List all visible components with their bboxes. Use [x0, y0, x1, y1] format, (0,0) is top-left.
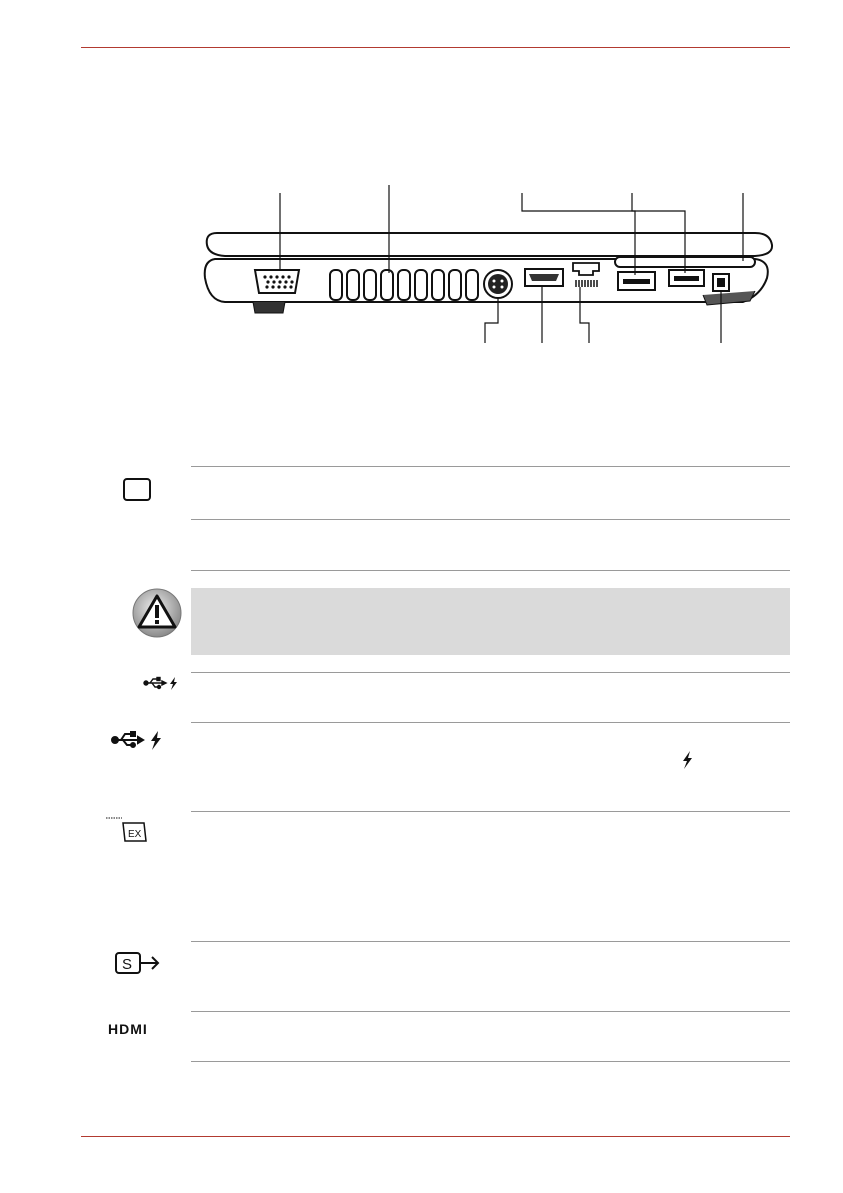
table-rule — [191, 672, 790, 673]
table-rule — [191, 1011, 790, 1012]
expresscard-label: EX — [128, 829, 142, 840]
s-video-port — [484, 270, 512, 298]
lightning-icon — [680, 750, 694, 770]
laptop-left-side-diagram — [195, 183, 780, 348]
table-rule — [191, 1061, 790, 1062]
table-rule — [191, 466, 790, 467]
usb-sleep-charge-icon-small — [142, 675, 182, 691]
s-video-out-icon — [114, 951, 162, 975]
usb-port-2 — [669, 270, 704, 286]
table-rule — [191, 722, 790, 723]
table-rule — [191, 570, 790, 571]
vga-port — [255, 270, 299, 293]
hdmi-label: HDMI — [108, 1021, 148, 1037]
svideo-label: S — [122, 956, 133, 973]
external-monitor-icon — [122, 477, 152, 503]
ilink-port — [713, 274, 729, 291]
table-rule — [191, 941, 790, 942]
header-rule — [81, 47, 790, 48]
footer-rule — [81, 1136, 790, 1137]
table-rule — [191, 811, 790, 812]
hdmi-port — [525, 269, 563, 286]
usb-port-1 — [618, 272, 655, 290]
cooling-vents — [330, 270, 478, 300]
hdmi-icon — [107, 1021, 171, 1037]
warning-note-box — [191, 588, 790, 655]
expresscard-icon — [104, 815, 148, 843]
warning-icon — [131, 587, 183, 639]
table-rule — [191, 519, 790, 520]
usb-sleep-charge-icon — [110, 729, 166, 751]
